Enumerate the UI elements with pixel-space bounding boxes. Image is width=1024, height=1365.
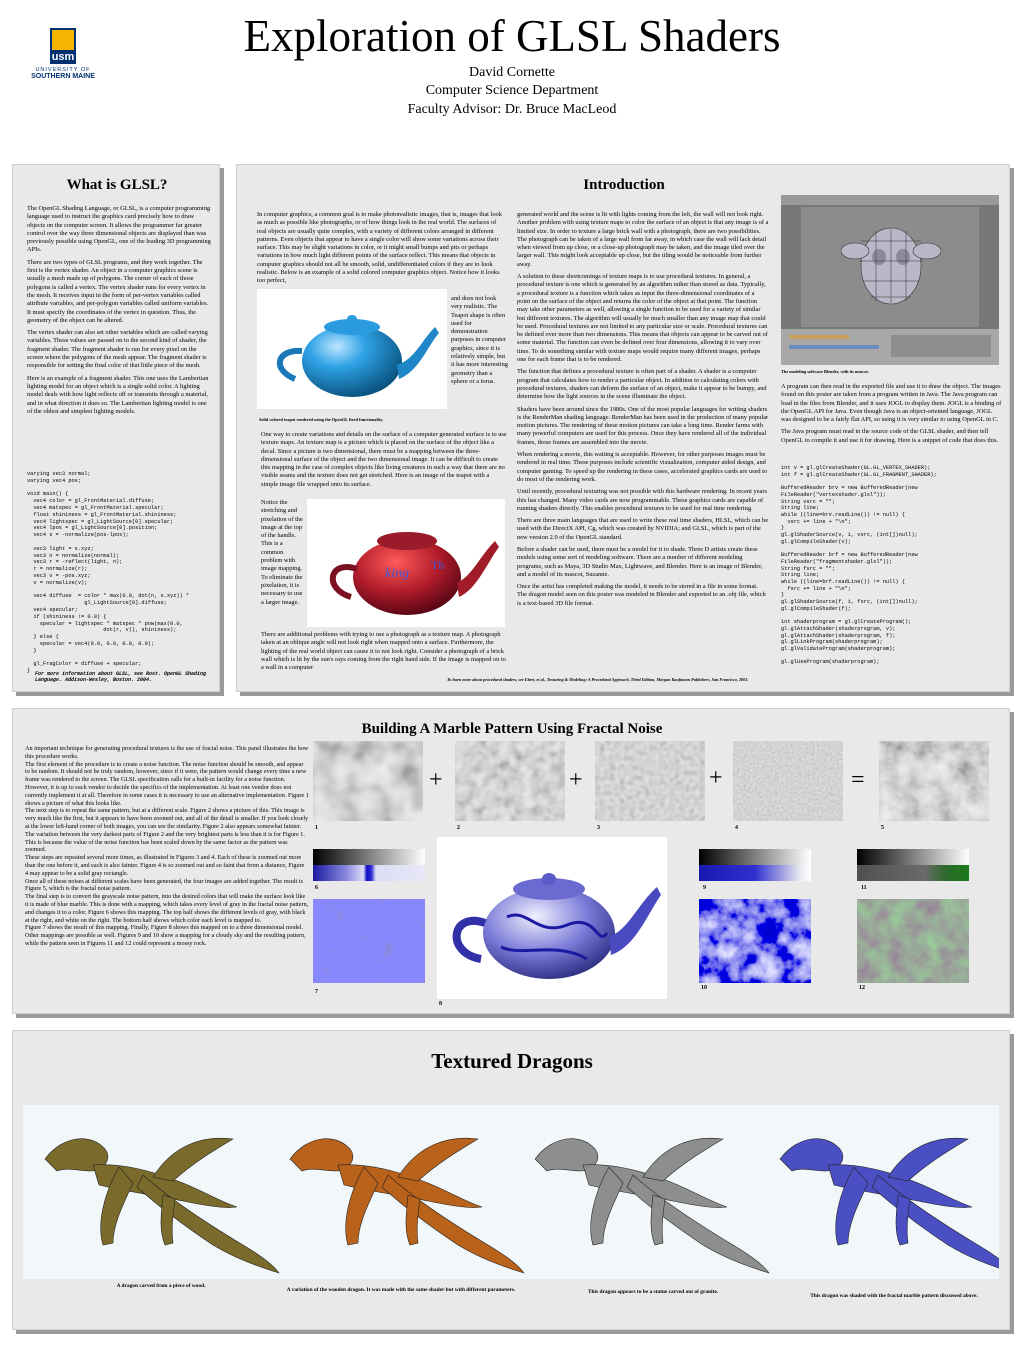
svg-text:king: king <box>385 566 410 581</box>
figure-11-colormap-moss <box>857 865 969 881</box>
fig-label-8: 8 <box>439 1001 442 1007</box>
svg-text:Th: Th <box>431 558 445 572</box>
intro-c2e: When rendering a movie, this waiting is acceptable. However, for other purposes images must be rendered in real time. These purposes include scientific visualization, computer aided design, and computer gaming. To speed up the rendering in these cases, accelerated graphics cards are used to do most of the rendering work. <box>517 451 768 483</box>
fig-label-4: 4 <box>735 825 738 831</box>
dragon-3 <box>535 1138 769 1273</box>
equals-sign: = <box>851 767 865 793</box>
intro-c3a: A program can then read in the exported file and use it to draw the object. The images found on this poster are taken from a program written in Java. The Java program can load in the files from Blender, and it uses JOGL to display them. JOGL is a binding of the OpenGL API for Java. Even though Java is an object-oriented language, JOGL was designed to be a fairly flat API, so using it is very similar to using OpenGL in C. <box>781 383 1002 424</box>
blender-caption: The modeling software Blender, with its mascot. <box>781 369 869 374</box>
department: Computer Science Department <box>425 83 599 98</box>
glsl-panel <box>12 164 220 692</box>
intro-c2g: There are three main languages that are used to write these real time shaders, HLSL, which can be used with the DirectX API, Cg, which was created by NVIDIA; and GLSL, which is part of the new version 2.0 of the OpenGL standard. <box>517 517 769 541</box>
fig-label-11: 11 <box>861 885 867 891</box>
dragons-heading: Textured Dragons <box>431 1049 593 1073</box>
dragon-2 <box>290 1138 524 1273</box>
figure-4-noise <box>733 741 843 821</box>
intro-c2c: The function that defines a procedural texture is often part of a shader. A shader is a computer program that calculates how to render a particular object. In addition to calculating colors with procedural textures, shaders can deform the surface of an object, make it appear to be bumpy, and determine how the light sources in the scene illuminate the object. <box>517 368 767 401</box>
fig-label-6: 6 <box>315 885 318 891</box>
intro-c2b: A solution to these shortcomings of texture maps is to use procedural textures. In general, a procedural texture is one which is generated by an algorithm rather than stored as data. Typically, a procedural texture is a function which takes as input the three-dimensional coordinates of a point on the surface of the object and returns the color of the object at that point. The function may take other parameters as well, allowing a single function to be used for a variety of similar but different textures. The algorithm will usually be much smaller than any image map that could be used. Procedural textures are not limited to any particular size or scale. Procedural textures can be defined over more than two dimensions. This means that objects can appear to be carved out of some material. The function can even be defined over four dimensions, allowing it to vary over time. To do something similar with texture maps would require many different images, perhaps one for each frame that is to be rendered. <box>517 273 768 364</box>
figure-12-moss <box>857 899 969 983</box>
glsl-heading: What is GLSL? <box>66 177 168 193</box>
intro-c2-text <box>517 211 769 612</box>
fig-label-12: 12 <box>859 985 865 991</box>
dragon-1 <box>45 1138 279 1273</box>
plus-sign-3: + <box>709 765 723 791</box>
figure-7-marble <box>313 899 425 983</box>
dragon-caption-1: A dragon carved from a piece of wood. <box>116 1283 206 1289</box>
intro-c1c: One way to create variations and details on the surface of a computer generated surface is to use texture maps. An texture map is a picture which is placed on the surface of the object like a decal. Since a picture is two dimensional, there must be a mapping between the three-dimensional surface of the object and the two dimensional image. It can be difficult to create this mapping in the case of complex objects like living creatures in such a way that there are no visible seams and the texture does not get stretched. Here is an image of the teapot with a simple image file wrapped onto its surface. <box>261 431 507 488</box>
figure-6-gradient <box>313 849 425 865</box>
plus-sign-2: + <box>569 767 583 793</box>
intro-footnote: To learn more about procedural shaders, see Ebert, et al., Texturing & Modeling: A Procedural Approach, Third Edition, Morgan Kaufmann Publishers, San Francisco, 2003. <box>447 677 749 682</box>
figure-9-colormap-sky <box>699 865 811 881</box>
figure-2-noise <box>455 741 565 821</box>
intro-c1b: and does not look very realistic. The Teapot shape is often used for demonstration purposes in computer graphics, since it is relatively simple, but it has more interesting geometry than a sphere or a torus. <box>451 295 508 385</box>
teapot1-caption: Solid colored teapot rendered using the OpenGL fixed functionality. <box>259 417 384 422</box>
glsl-p1: The OpenGL Shading Language, or GLSL, is a computer programming language used to instruct the graphics card precisely how to draw objects on the computer screen. It allows the programmer far greater control over the way three dimensional objects are displayed than was previously possible using OpenGL, one of the leading 3D programming APIs. <box>27 205 211 254</box>
figure-8-marble-teapot <box>437 837 667 999</box>
fig-label-3: 3 <box>597 825 600 831</box>
author-name: David Cornette <box>469 65 555 80</box>
dragon-4 <box>780 1138 999 1273</box>
intro-c3b: The Java program must read in the source code of the GLSL shader, and then tell OpenGL to compile it and use it for drawing. Here is a snippet of code that does this. <box>781 428 999 444</box>
intro-c1a: In computer graphics, a common goal is to make photorealistic images, that is, images that look as much as possible like photographs, or of how things look in the real world. The surfaces of real objects are usually quite complex, with a variety of different colors arranged in different patterns. Even objects that appear to have a single color will show some variations across their surface. This may be slight variations in color, or it might small bumps and pits or perhaps variations in how much light different points of the surface reflect. This means that objects in computer graphics should not all be smooth, solid, undifferentiated colors if they are to look realistic. Below is an example of a solid colored computer graphics object. Notice how it looks too perfect, <box>257 211 502 285</box>
intro-c1e: There are additional problems with trying to use a photograph as a texture map. A photograph taken at an oblique angle will not look right when mapped onto a surface. Furthermore, the lighting of the real world object can cause it to not look right. Consider a photograph of a brick wall which is lit by the sun's rays coming from the right hand side. If the image is mapped on to a wall in a computer <box>261 631 506 672</box>
intro-c2h: Before a shader can be used, there must be a model for it to shade. Three D artists create these models using some sort of modeling software. There are a number of different modeling programs, such as Maya, 3D Studio Max, Lightwave, and Blender. Here is an image of Blender, and a model of its mascot, Suzanne. <box>517 545 763 578</box>
glsl-text <box>27 205 211 420</box>
glsl-reference: For more information about GLSL, see Rost. OpenGL Shading Language. Addison-Wesley, Boston. 2004. <box>35 671 207 683</box>
marble-text: An important technique for generating procedural textures is the use of fractal noise. This panel illustrates the how this procedure works. The first element of the procedure is to create a noise function. The noise function should be smooth, and appear to be random. It should not be truly random, however, since if it were, the pattern would change every time a new frame was rendered to the screen. The GLSL specification calls for a built-in facility for a noise function. However, it is up to each vendor to decide the specifics of the implementation. At least one vendor does not currently implement it at all. Therefore in some cases it is necessary to use an alternative implementation. Figure 1 shows a picture of what this looks like. The next step is to repeat the same pattern, but at a different scale. Figure 2 shows a picture of this. This image is very much like the first, but it appears to have been zoomed out, and all of the detail is smaller. If you look closely at the lower left-hand corner of both images, you can see the similarity. Figure 2 also appears somewhat fainter. The variation between the very darkest parts of Figure 2 and the very brightest parts is less than it is for Figure 1. This is because the value of the noise function has been scaled down by the same factor as the pattern was zoomed. These steps are repeated several more times, as illustrated in Figures 3 and 4. Each of these is zoomed out more than the one before it, and each is also fainter. Figure 4 is so zoomed out and so faint that from a distance, Figure 4 may appear to be a solid gray rectangle. Once all of these noises at different scales have been generated, the four images are added together. The result is Figure 5, which is the fractal noise pattern. The final step is to convert the grayscale noise pattern, into the desired colors that will make the surface look like it is made of blue marble. This is done with a mapping, which takes every level of gray in the fractal noise pattern, and changes it to a color. Figure 6 shows this mapping. The top half shows the different levels of gray, with black at the right, and white on the right. The bottom half shows which color each level is mapped to. Figure 7 shows the result of this mapping. Finally, Figure 8 shows this mapped on to a three dimensional model. Other mappings are possible as well. Figures 9 and 10 show a mapping for a cloudy sky and the resulting pattern, while the pattern seen in Figures 11 and 12 could represent a mossy rock. <box>25 745 309 947</box>
figure-11-colormap <box>857 849 969 865</box>
usm-abbr: usm <box>51 51 75 63</box>
fig-label-10: 10 <box>701 985 707 991</box>
glsl-p2: There are two types of GLSL programs, and they work together. The first is the vertex shader. An object in a computer graphics scene is usually a mesh made up of polygons. The corner of each of those polygons is called a vertex. The vertex shader runs for every vertex in the mesh. It receives input in the form of per-vertex variables called attribute variables, and per-polygon variables called uniform variables. It must specify the coordinates of the vertex in question. Thus, the geometry of the object can be altered. <box>27 258 209 324</box>
intro-c2d: Shaders have been around since the 1980s. One of the most popular languages for writing shaders is the RenderMan shading language. RenderMan has been used in the production of many popular motion pictures. The rendering of these motion pictures can take a long time. Render farms with many powerful computers are used for this process. Once they have rendered all of the individual frames, those frames are assembled into the movie. <box>517 405 769 446</box>
fig-label-2: 2 <box>457 825 460 831</box>
dragon-caption-4: This dragon was shaded with the fractal marble pattern discussed above. <box>810 1293 978 1299</box>
figure-9-colormap <box>699 849 811 865</box>
intro-c2a: generated world and the scene is lit with lights coming from the left, the wall will not look right. Another problem with using texture maps to color the surface of an object is that any image is of a limited size. In order to texture a large brick wall with a photograph, there are two possibilities. The photograph can be taken of a large wall from far away, in which case the wall will lack detail when viewed from up close, or a close-up photograph may be taken, and the image tiled over the larger wall. This might look acceptable up close, but the tiling would be noticeable from further away. <box>517 211 769 268</box>
marble-heading: Building A Marble Pattern Using Fractal Noise <box>361 721 663 737</box>
blender-screenshot <box>781 195 999 365</box>
usm-line2: SOUTHERN MAINE <box>31 73 95 80</box>
advisor: Faculty Advisor: Dr. Bruce MacLeod <box>407 102 617 117</box>
dragons-image-strip <box>23 1105 999 1279</box>
marble-panel <box>12 708 1010 1014</box>
plus-sign-1: + <box>429 767 443 793</box>
figure-6-colormap <box>313 865 425 881</box>
dragons-panel <box>12 1030 1010 1330</box>
fig-label-9: 9 <box>703 885 706 891</box>
java-code: int v = gl.glCreateShader(GL.GL_VERTEX_SHADER); int f = gl.glCreateShader(GL.GL_FRAGMENT_SHADER); BufferedReader brv = new BufferedReader(new FileReader("vertexshader.glsl")); String vsrc = ""; String line; while ((line=brv.readLine()) != null) { vsrc += line + "\n"; } gl.glShaderSource(v, 1, vsrc, (int[])null); gl.glCompileShader(v); BufferedReader brf = new BufferedReader(new FileReader("fragmentshader.glsl")); String fsrc = ""; String line; while ((line=brf.readLine()) != null) { fsrc += line + "\n"; } gl.glShaderSource(f, 1, fsrc, (int[])null); gl.glCompileShader(f); int shaderprogram = gl.glCreateProgram(); gl.glAttachShader(shaderprogram, v); gl.glAttachShader(shaderprogram, f); gl.glLinkProgram(shaderprogram); gl.glValidateProgram(shaderprogram); gl.glUseProgram(shaderprogram); <box>781 465 937 666</box>
fig-label-7: 7 <box>315 989 318 995</box>
intro-c2i: Once the artist has completed making the model, it needs to be stored in a file in some format. The dragon model seen on this poster was modeled in Blender and exported to an .obj file, which is a text-based 3D file format. <box>517 583 766 607</box>
dragon-caption-2: A variation of the wooden dragon. It was made with the same shader but with different parameters. <box>286 1287 516 1293</box>
teapot-solid-image <box>257 289 447 409</box>
figure-10-cloud <box>699 899 811 983</box>
fig-label-1: 1 <box>315 825 318 831</box>
intro-panel <box>236 164 1010 692</box>
glsl-p3: The vertex shader can also set other variables which are called varying variables. These values are passed on to the second kind of shader, the fragment shader. The fragment shader is run for every pixel on the screen where the polygons of the mesh appear. The fragment shader is responsible for setting the final color of that little piece of the mesh. <box>27 329 208 370</box>
fig-label-5: 5 <box>881 825 884 831</box>
figure-5-noise <box>879 741 989 821</box>
intro-c1d: Notice the stretching and pixelation of the image at the top of the handle. This is a common problem with image mapping. To eliminate the pixelation, it is necessary to use a larger image. <box>261 499 303 606</box>
figure-3-noise <box>595 741 705 821</box>
fragment-shader-code: varying vec3 normal; varying vec4 pos; void main() { vec4 color = gl_FrontMaterial.diffuse; vec4 matspec = gl_FrontMaterial.specular; float shininess = gl_FrontMaterial.shininess; vec4 lightspec = gl_LightSource[0].specular; vec4 lpos = gl_LightSource[0].position; vec4 s = -normalize(pos-lpos); vec3 light = s.xyz; vec3 n = normalize(normal); vec3 r = -reflect(light, n); r = normalize(r); vec3 v = -pos.xyz; v = normalize(v); vec4 diffuse = color * max(0.0, dot(n, s.xyz)) * gl_LightSource[0].diffuse; vec4 specular; if (shininess != 0.0) { specular = lightspec * matspec * pow(max(0.0, dot(r, v)), shininess); } else { specular = vec4(0.0, 0.0, 0.0, 0.0); } gl_FragColor = diffuse + specular; } <box>27 471 190 675</box>
usm-line1: UNIVERSITY OF <box>35 67 91 73</box>
dragon-caption-3: This dragon appears to be a statue carved out of granite. <box>587 1289 719 1295</box>
teapot-texture-image <box>307 499 505 627</box>
figure-1-noise <box>313 741 423 821</box>
intro-c2f: Until recently, procedural texturing was not possible with this hardware rendering. In recent years this has changed. Many video cards are now programmable. These graphics cards are capable of running shaders directly. This enables procedural textures to be used for real time rendering. <box>517 488 767 512</box>
glsl-p4: Here is an example of a fragment shader. This one uses the Lambertian lighting model for an object which is a single solid color. A lighting model deals with how light reflects off or transmits through a material, and in what direction it does so. The Lambertian lighting model is one of the oldest and simplest lighting models. <box>27 374 209 415</box>
page-title: Exploration of GLSL Shaders <box>243 11 781 61</box>
intro-heading: Introduction <box>583 177 665 193</box>
intro-c3-text <box>781 383 1003 449</box>
